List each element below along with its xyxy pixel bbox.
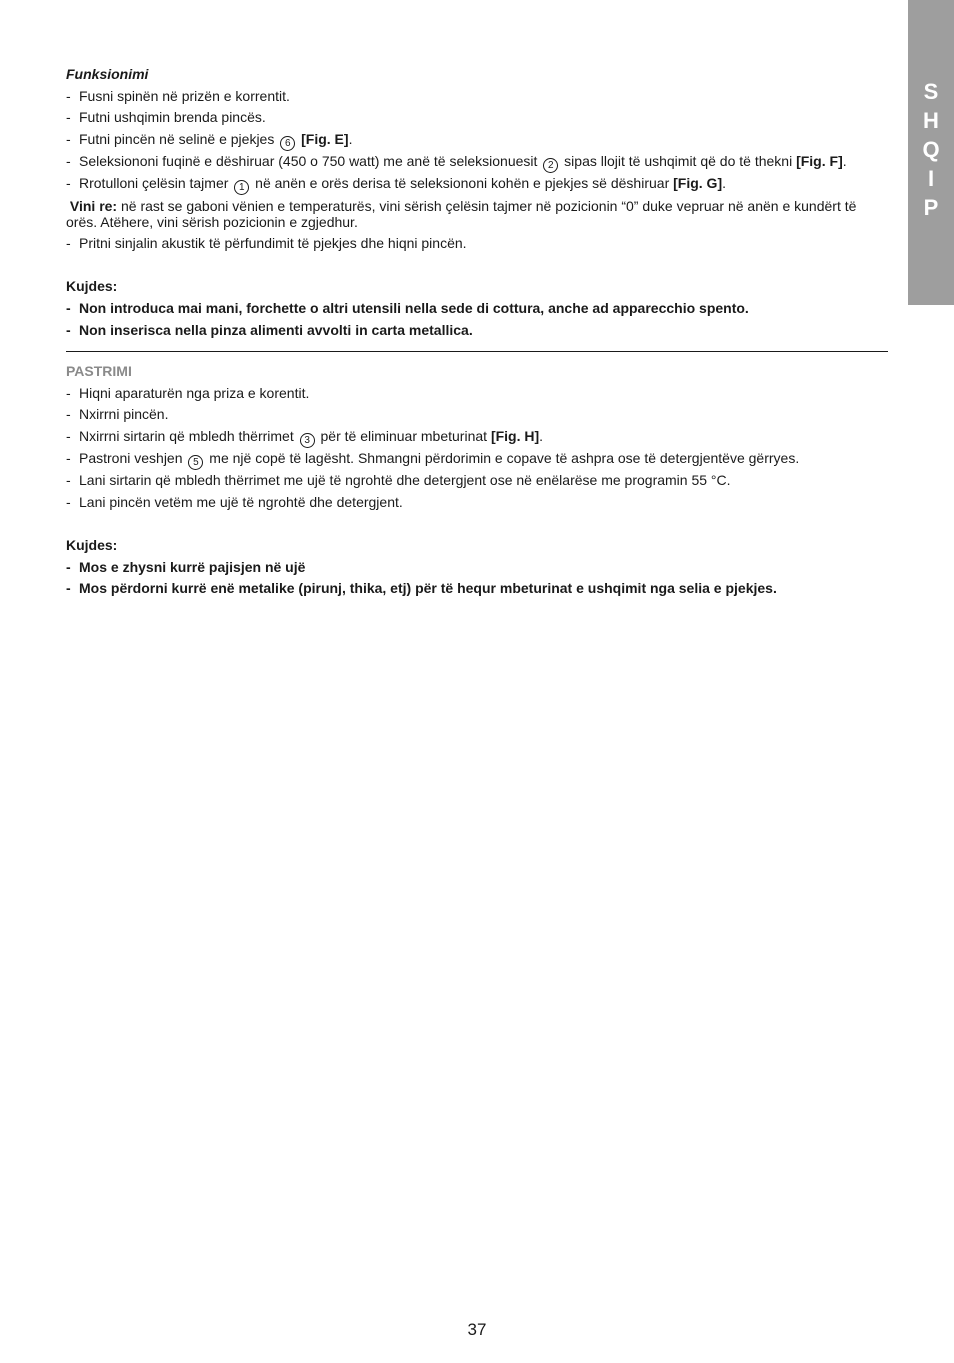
item-text: .: [842, 152, 847, 169]
circled-number-icon: 6: [280, 136, 295, 151]
language-tab: [908, 0, 954, 305]
item-text: Pastroni veshjen: [79, 449, 183, 466]
warning-item: - Non inserisca nella pinza alimenti avvolti in carta metallica.: [66, 320, 888, 342]
item-text: Pritni sinjalin akustik të përfundimit të pjekjes dhe hiqni pincën.: [79, 234, 467, 251]
kujdes-heading: Kujdes:: [66, 537, 118, 554]
circled-number-icon: 1: [234, 180, 249, 195]
language-tab-letters: [908, 77, 954, 222]
note-paragraph: [66, 195, 888, 233]
item-text: Seleksiononi fuqinë e dëshiruar (450 o 750 watt) me anë të seleksionuesit: [79, 152, 538, 169]
tab-letter: P: [923, 195, 939, 220]
list-item: [66, 173, 888, 195]
figure-ref: [Fig. E]: [301, 130, 349, 147]
list-item: [66, 151, 888, 173]
figure-ref: [Fig. F]: [796, 152, 843, 169]
figure-ref: [Fig. G]: [673, 174, 723, 191]
funksionimi-heading: Funksionimi: [66, 66, 149, 82]
list-item: [66, 129, 888, 151]
note-label: Vini re:: [69, 197, 118, 214]
item-text: në anën e orës derisa të seleksiononi kohën e pjekjes së dëshiruar: [251, 174, 674, 191]
item-text: Futni ushqimin brenda pincës.: [79, 109, 266, 126]
item-text: Rrotulloni çelësin tajmer: [79, 174, 229, 191]
item-text: Lani pincën vetëm me ujë të ngrohtë dhe detergjent.: [79, 493, 403, 510]
tab-letter: H: [923, 108, 939, 133]
kujdes-heading: Kujdes:: [66, 278, 118, 295]
item-text: për të eliminuar mbeturinat: [316, 427, 491, 444]
list-item: [66, 448, 888, 470]
item-text: .: [539, 427, 544, 444]
list-item: [66, 107, 888, 129]
item-text: Lani sirtarin që mbledh thërrimet me ujë të ngrohtë dhe detergjent ose në enëlarëse me programin 55 °C.: [79, 471, 731, 488]
list-item: [66, 492, 888, 514]
warning-item: - Non introduca mai mani, forchette o altri utensili nella sede di cottura, anche ad apparecchio spento.: [66, 298, 888, 320]
list-item: [66, 404, 888, 426]
warning-item: - Mos e zhysni kurrë pajisjen në ujë: [66, 557, 888, 579]
item-text: .: [348, 130, 353, 147]
warning-item: - Mos përdorni kurrë enë metalike (pirunj, thika, etj) për të hequr mbeturinat e ushqimit nga selia e pjekjes.: [66, 578, 888, 600]
tab-letter: S: [923, 79, 939, 104]
list-item: [66, 233, 888, 255]
circled-number-icon: 2: [543, 158, 558, 173]
list-item: [66, 383, 888, 405]
spacer: [66, 513, 888, 535]
section-divider: [66, 351, 888, 352]
item-text: me një copë të lagësht. Shmangni përdorimin e copave të ashpra ose të detergjentëve gërryes.: [205, 449, 800, 466]
list-item: [66, 470, 888, 492]
list-item: [66, 426, 888, 448]
circled-number-icon: 5: [188, 455, 203, 470]
page-number: 37: [467, 1320, 487, 1339]
circled-number-icon: 3: [300, 433, 315, 448]
item-text: Fusni spinën në prizën e korrentit.: [79, 87, 290, 104]
item-text: Futni pincën në selinë e pjekjes: [79, 130, 275, 147]
list-item: [66, 86, 888, 108]
tab-letter: I: [927, 166, 935, 191]
page-content: [66, 64, 888, 600]
item-text: Nxirrni pincën.: [79, 406, 169, 423]
pastrimi-heading: PASTRIMI: [66, 363, 132, 380]
item-text: .: [722, 174, 727, 191]
spacer: [66, 254, 888, 276]
item-text: Hiqni aparaturën nga priza e korentit.: [79, 384, 310, 401]
figure-ref: [Fig. H]: [490, 427, 540, 444]
tab-letter: Q: [922, 137, 940, 162]
note-text: në rast se gaboni vënien e temperaturës, vini sërish çelësin tajmer në pozicionin “0” duke vepruar në anën e kundërt të orës. Atëhere, vini sërish pozicionin e zgjedhur.: [66, 197, 857, 230]
item-text: sipas llojit të ushqimit që do të thekni: [560, 152, 797, 169]
item-text: Nxirrni sirtarin që mbledh thërrimet: [79, 427, 294, 444]
